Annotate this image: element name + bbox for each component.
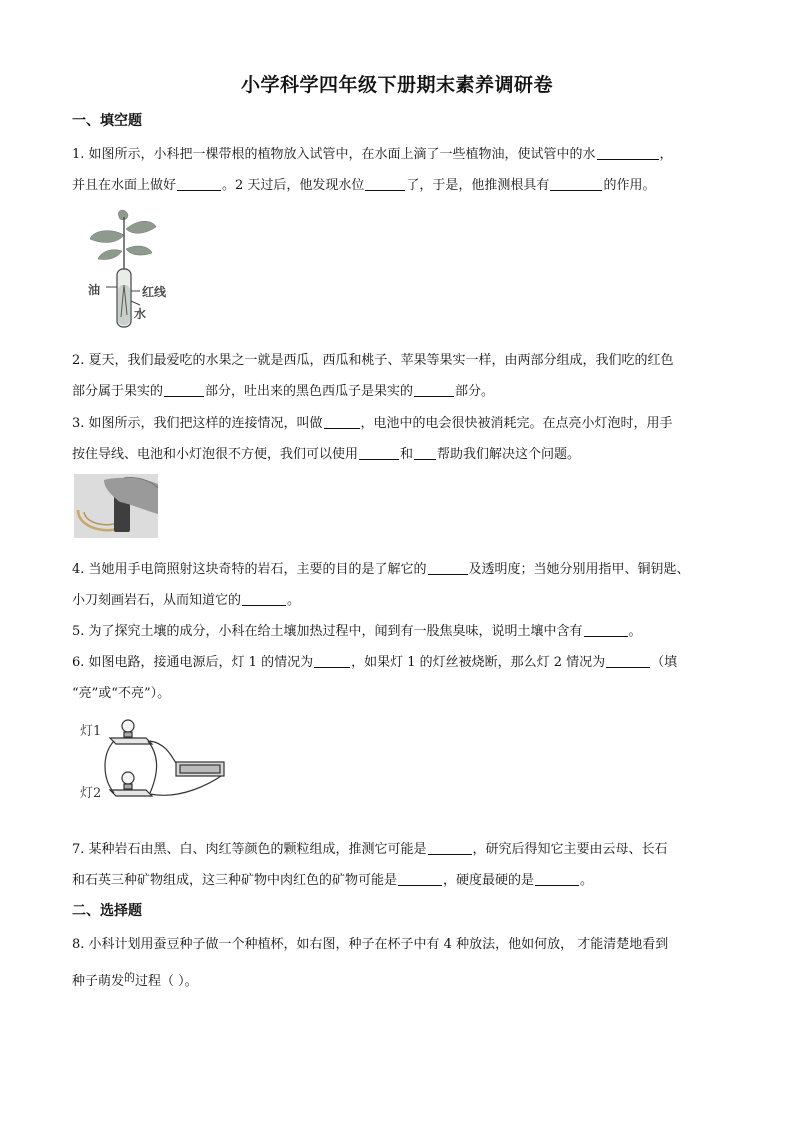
two-lamp-circuit-figure	[80, 714, 230, 810]
question-6-line-2: “亮”或“不亮”）。	[72, 686, 171, 701]
question-1-line-2	[72, 174, 655, 193]
red-line-label: 红线	[142, 285, 167, 299]
answer-blank[interactable]	[414, 382, 454, 397]
q3-text-d: 和	[400, 447, 414, 462]
question-8-line-1: 8. 小科计划用蚕豆种子做一个种植杯，如右图，种子在杯子中有 4 种放法，他如何放， 才能清楚地看到	[72, 937, 669, 952]
q7-text-e: 。	[580, 873, 594, 888]
water-label: 水	[134, 307, 147, 321]
q7-text-d: ，硬度最硬的是	[443, 873, 535, 888]
q3-text-e: 帮助我们解决这个问题。	[437, 447, 581, 462]
section-heading-multiple-choice: 二、选择题	[72, 903, 142, 919]
answer-blank[interactable]	[314, 653, 350, 668]
oil-label: 油	[88, 283, 101, 297]
answer-blank[interactable]	[398, 871, 442, 886]
plant-test-tube-figure	[84, 205, 174, 330]
question-1-line-1	[72, 143, 673, 162]
answer-blank[interactable]	[535, 871, 579, 886]
answer-blank[interactable]	[550, 176, 602, 191]
q4-text-b: 及透明度；当她分别用指甲、铜钥匙、	[468, 562, 690, 577]
answer-blank[interactable]	[177, 176, 221, 191]
q6-text-a: 6. 如图电路，接通电源后，灯 1 的情况为	[72, 655, 314, 670]
q1-text-e: 了，于是，他推测根具有	[406, 178, 550, 193]
answer-blank[interactable]	[365, 176, 405, 191]
q2-text-b: 部分，吐出来的黑色西瓜子是果实的	[205, 384, 414, 399]
q8-text-c: 过程（ ）。	[135, 974, 198, 989]
question-7-line-1	[72, 838, 668, 857]
q3-text-c: 按住导线、电池和小灯泡很不方便，我们可以使用	[72, 447, 359, 462]
short-circuit-figure	[74, 474, 158, 538]
q7-text-b: ，研究后得知它主要由云母、长石	[472, 842, 668, 857]
q6-text-b: ，如果灯 1 的灯丝被烧断，那么灯 2 情况为	[351, 655, 606, 670]
q8-text-b: 的	[124, 971, 136, 984]
question-3-line-1	[72, 412, 673, 431]
q6-text-c: （填	[651, 655, 678, 670]
q3-text-a: 3. 如图所示，我们把这样的连接情况，叫做	[72, 416, 323, 431]
question-2-line-2	[72, 380, 494, 399]
question-6-line-1	[72, 651, 677, 670]
answer-blank[interactable]	[428, 840, 472, 855]
q4-text-d: 。	[287, 593, 301, 608]
q1-text-b: ，	[659, 147, 673, 162]
q8-text-a: 种子萌发	[72, 974, 125, 989]
section-heading-fill-in: 一、填空题	[72, 113, 142, 129]
q1-text-c: 并且在水面上做好	[72, 178, 177, 193]
q1-text-d: 。2 天过后，他发现水位	[222, 178, 365, 193]
q4-text-a: 4. 当她用手电筒照射这块奇特的岩石，主要的目的是了解它的	[72, 562, 427, 577]
q4-text-c: 小刀刻画岩石，从而知道它的	[72, 593, 242, 608]
q2-text-c: 部分。	[455, 384, 495, 399]
lamp-2-label: 灯2	[80, 786, 102, 801]
question-4-line-1	[72, 558, 690, 577]
question-4-line-2	[72, 589, 300, 608]
question-5-line-1	[72, 620, 642, 639]
q2-text-a: 部分属于果实的	[72, 384, 164, 399]
lamp-1-label: 灯1	[80, 724, 102, 739]
q1-text-a: 1. 如图所示，小科把一棵带根的植物放入试管中，在水面上滴了一些植物油，使试管中的水	[72, 147, 596, 162]
answer-blank[interactable]	[242, 591, 286, 606]
answer-blank[interactable]	[324, 414, 360, 429]
q5-text-b: 。	[628, 624, 642, 639]
answer-blank[interactable]	[164, 382, 204, 397]
answer-blank[interactable]	[428, 560, 468, 575]
q1-text-f: 的作用。	[603, 178, 656, 193]
answer-blank[interactable]	[606, 653, 650, 668]
answer-blank[interactable]	[359, 445, 399, 460]
answer-blank[interactable]	[597, 145, 659, 160]
q7-text-c: 和石英三种矿物组成，这三种矿物中肉红色的矿物可能是	[72, 873, 398, 888]
q7-text-a: 7. 某种岩石由黑、白、肉红等颜色的颗粒组成，推测它可能是	[72, 842, 427, 857]
question-3-line-2	[72, 443, 580, 462]
question-8-line-2	[72, 969, 198, 989]
q5-text-a: 5. 为了探究土壤的成分，小科在给土壤加热过程中，闻到有一股焦臭味，说明土壤中含有	[72, 624, 583, 639]
question-7-line-2	[72, 869, 593, 888]
question-2-line-1: 2. 夏天，我们最爱吃的水果之一就是西瓜，西瓜和桃子、苹果等果实一样，由两部分组成，我们吃的红色	[72, 353, 674, 368]
q3-text-b: ，电池中的电会很快被消耗完。在点亮小灯泡时，用手	[360, 416, 673, 431]
page-title: 小学科学四年级下册期末素养调研卷	[240, 74, 553, 96]
answer-blank[interactable]	[414, 445, 436, 460]
answer-blank[interactable]	[584, 622, 628, 637]
